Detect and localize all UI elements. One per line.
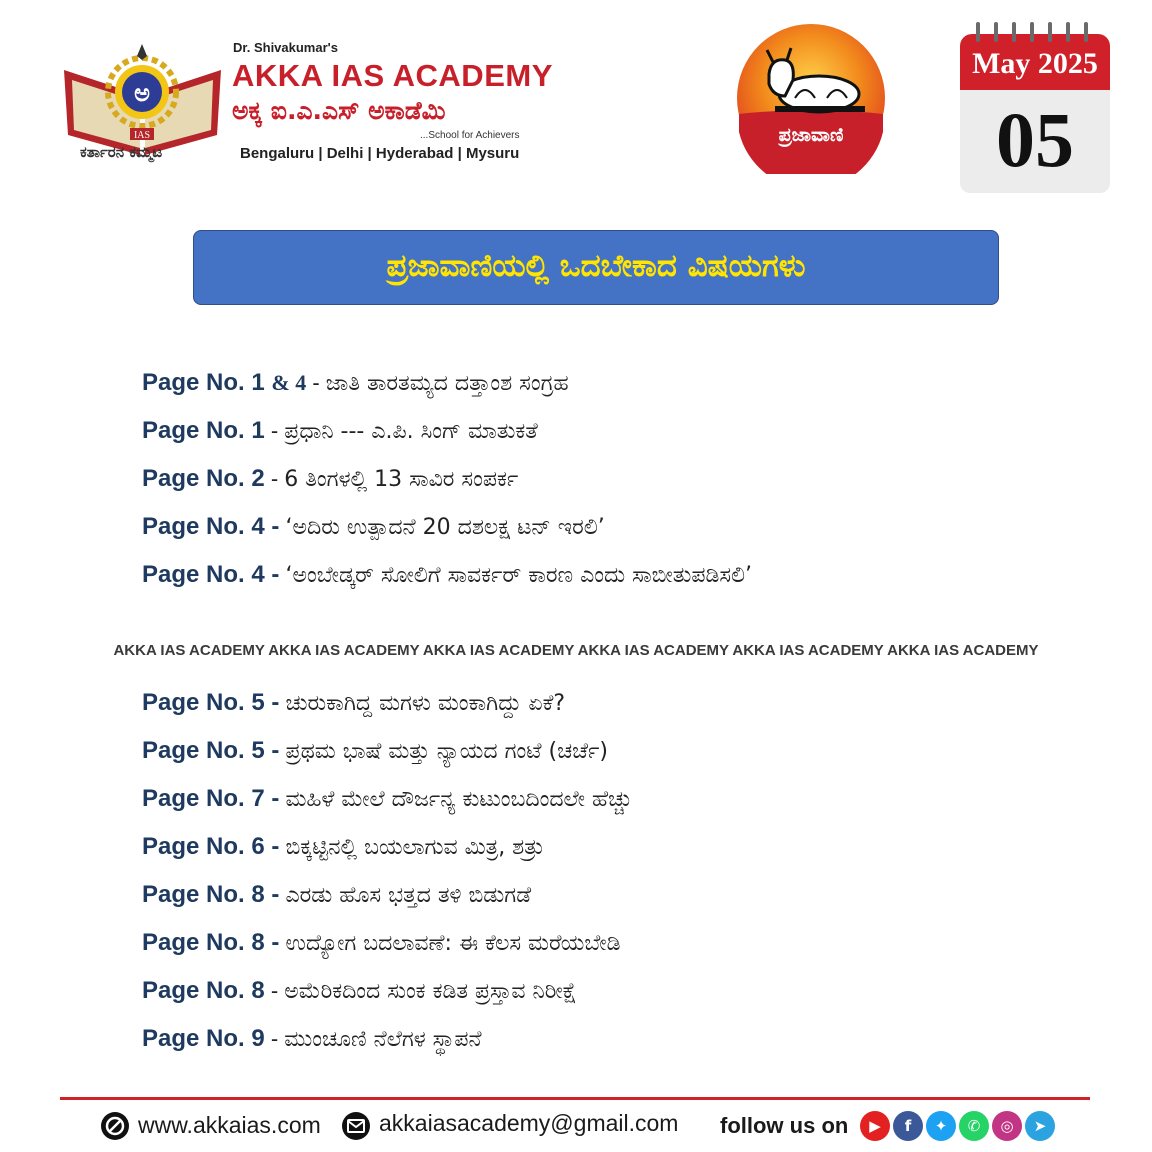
list-item xyxy=(142,736,1082,767)
article-title: ಜಾತಿ ತಾರತಮ್ಯದ ದತ್ತಾಂಶ ಸಂಗ್ರಹ xyxy=(325,371,569,396)
list-item xyxy=(142,688,1082,719)
watermark-strip: AKKA IAS ACADEMY AKKA IAS ACADEMY AKKA IAS ACADEMY AKKA IAS ACADEMY AKKA IAS ACADEMY AKKA IAS ACADEMY xyxy=(113,642,1039,659)
whatsapp-icon[interactable]: ✆ xyxy=(959,1111,989,1141)
page-number-extra: & 4 xyxy=(271,370,307,395)
email-icon xyxy=(341,1111,371,1141)
follow-label: follow us on xyxy=(720,1113,849,1138)
calendar-rings-icon xyxy=(972,20,1100,48)
page-number: Page No. 4 - xyxy=(142,513,280,540)
list-item xyxy=(142,512,1082,543)
article-title: ಉದ್ಯೋಗ ಬದಲಾವಣೆ: ಈ ಕೆಲಸ ಮರೆಯಬೇಡಿ xyxy=(285,931,621,956)
article-title: ಮುಂಚೂಣಿ ನೆಲೆಗಳ ಸ್ಥಾಪನೆ xyxy=(284,1027,482,1052)
page-number: Page No. 4 - xyxy=(142,561,280,588)
list-item: Page No. 2 - 6 ತಿಂಗಳಲ್ಲಿ 13 ಸಾವಿರ ಸಂಪರ್ಕ xyxy=(142,465,519,492)
prajavani-name: ಪ್ರಜಾವಾಣಿ xyxy=(778,124,844,146)
logo-tagline: ಕರ್ತಾರನ ಕಮ್ಮಟ xyxy=(80,143,163,161)
globe-icon xyxy=(100,1111,130,1141)
twitter-icon[interactable]: ✦ xyxy=(926,1111,956,1141)
calendar-month: May 2025 xyxy=(972,47,1098,80)
article-title: ಮಹಿಳೆ ಮೇಲೆ ದೌರ್ಜನ್ಯ ಕುಟುಂಬದಿಂದಲೇ ಹೆಚ್ಚು xyxy=(285,787,633,812)
page-number: Page No. 7 - xyxy=(142,785,280,812)
list-item: Page No. 9 - ಮುಂಚೂಣಿ ನೆಲೆಗಳ ಸ್ಥಾಪನೆ xyxy=(142,1025,482,1052)
list-item xyxy=(142,832,1082,863)
svg-text:ಅ: ಅ xyxy=(134,79,150,107)
page-number: Page No. 9 xyxy=(142,1025,265,1052)
telegram-icon[interactable]: ➤ xyxy=(1025,1111,1055,1141)
school-tagline: ...School for Achievers xyxy=(420,130,520,141)
email-link[interactable]: akkaiasacademy@gmail.com xyxy=(379,1110,679,1136)
article-title: ಅಮೆರಿಕದಿಂದ ಸುಂಕ ಕಡಿತ ಪ್ರಸ್ತಾವ ನಿರೀಕ್ಷೆ xyxy=(284,979,577,1004)
page-number: Page No. 5 - xyxy=(142,689,280,716)
calendar-day: 05 xyxy=(996,96,1074,183)
page-number: Page No. 6 - xyxy=(142,833,280,860)
article-title: ಚುರುಕಾಗಿದ್ದ ಮಗಳು ಮಂಕಾಗಿದ್ದು ಏಕೆ? xyxy=(285,691,566,716)
page-number: Page No. 1 xyxy=(142,369,272,396)
list-item xyxy=(142,928,1082,959)
list-item: Page No. 1 & 4 - ಜಾತಿ ತಾರತಮ್ಯದ ದತ್ತಾಂಶ ಸಂಗ್ರಹ xyxy=(142,369,569,396)
facebook-icon[interactable]: f xyxy=(893,1111,923,1141)
logo-badge: IAS xyxy=(133,130,151,141)
article-title: ಎರಡು ಹೊಸ ಭತ್ತದ ತಳಿ ಬಿಡುಗಡೆ xyxy=(285,883,532,908)
page-number: Page No. 1 xyxy=(142,417,265,444)
list-item: Page No. 8 - ಅಮೆರಿಕದಿಂದ ಸುಂಕ ಕಡಿತ ಪ್ರಸ್ತಾವ ನಿರೀಕ್ಷೆ xyxy=(142,977,577,1004)
instagram-icon[interactable]: ◎ xyxy=(992,1111,1022,1141)
banner-title: ಪ್ರಜಾವಾಣಿಯಲ್ಲಿ ಒದಬೇಕಾದ ವಿಷಯಗಳು xyxy=(386,248,806,284)
article-title: ‘ಅಂಬೇಡ್ಕರ್ ಸೋಲಿಗೆ ಸಾವರ್ಕರ್ ಕಾರಣ ಎಂದು ಸಾಬೀತುಪಡಿಸಲಿ’ xyxy=(285,563,753,588)
list-item xyxy=(142,560,902,591)
article-title: ಪ್ರಥಮ ಭಾಷೆ ಮತ್ತು ನ್ಯಾಯದ ಗಂಟೆ (ಚರ್ಚೆ) xyxy=(285,739,608,764)
page-number: Page No. 8 - xyxy=(142,881,280,908)
footer-divider xyxy=(60,1097,1090,1100)
youtube-icon[interactable]: ▶ xyxy=(860,1111,890,1141)
academy-title-kannada: ಅಕ್ಕ ಐ.ಎ.ಎಸ್ ಅಕಾಡೆಮಿ xyxy=(232,96,446,125)
page-number: Page No. 8 - xyxy=(142,929,280,956)
article-title: ಬಿಕ್ಕಟ್ಟಿನಲ್ಲಿ ಬಯಲಾಗುವ ಮಿತ್ರ, ಶತ್ರು xyxy=(285,835,544,860)
academy-title: AKKA IAS ACADEMY xyxy=(232,58,553,93)
page-number: Page No. 2 xyxy=(142,465,265,492)
article-title: ಪ್ರಧಾನಿ --- ಎ.ಪಿ. ಸಿಂಗ್ ಮಾತುಕತೆ xyxy=(284,419,538,444)
list-item xyxy=(142,784,1082,815)
city-list: Bengaluru | Delhi | Hyderabad | Mysuru xyxy=(240,145,520,162)
list-item: Page No. 1 - ಪ್ರಧಾನಿ --- ಎ.ಪಿ. ಸಿಂಗ್ ಮಾತುಕತೆ xyxy=(142,417,538,444)
article-title: ‘ಅದಿರು ಉತ್ಪಾದನೆ 20 ದಶಲಕ್ಷ ಟನ್ ಇರಲಿ’ xyxy=(285,515,605,540)
list-item xyxy=(142,880,1082,911)
founder-name: Dr. Shivakumar's xyxy=(233,40,338,55)
page-number: Page No. 8 xyxy=(142,977,265,1004)
article-title: 6 ತಿಂಗಳಲ್ಲಿ 13 ಸಾವಿರ ಸಂಪರ್ಕ xyxy=(284,467,519,492)
website-link[interactable]: www.akkaias.com xyxy=(138,1112,321,1138)
page-number: Page No. 5 - xyxy=(142,737,280,764)
prajavani-logo xyxy=(735,22,887,174)
